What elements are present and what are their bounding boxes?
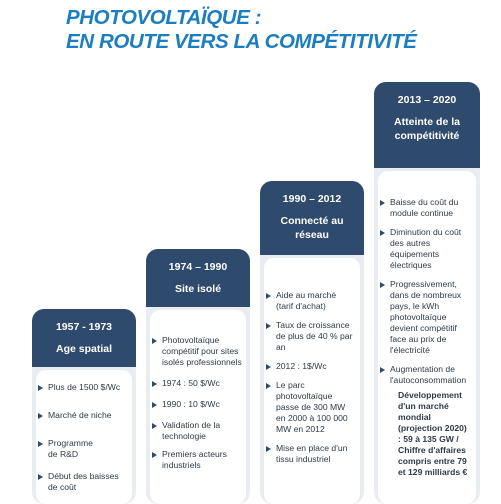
- list-item: Augmentation de l'autoconsommation: [378, 364, 476, 386]
- step-body: [150, 310, 246, 504]
- triangle-bullet-icon: [380, 282, 385, 288]
- title-line-2: EN ROUTE VERS LA COMPÉTITIVITÉ: [66, 30, 417, 53]
- step-body: [378, 171, 476, 504]
- step-header: [374, 82, 480, 168]
- triangle-bullet-icon: [152, 452, 157, 458]
- list-item: Aide au marché (tarif d'achat): [264, 290, 360, 312]
- step-name: Age spatial: [55, 343, 113, 355]
- list-item: Baisse du coût du module continue: [378, 197, 476, 219]
- step-header: [260, 181, 364, 255]
- step-name: Site isolé: [174, 283, 222, 295]
- step-name: Connecté au réseau: [280, 215, 344, 241]
- list-item: Plus de 1500 $/Wc: [36, 382, 132, 393]
- list-item: Diminution du coût des autres équipements électriques: [378, 227, 476, 271]
- step-site-isole: [146, 249, 250, 504]
- triangle-bullet-icon: [266, 383, 271, 389]
- page-title: [66, 6, 486, 54]
- triangle-bullet-icon: [266, 323, 271, 329]
- list-item: Progressivement, dans de nombreux pays, le kWh photovoltaïque devient compétitif face au prix de l'électricité: [378, 279, 476, 356]
- step-items: [36, 370, 132, 493]
- step-period: 1990 – 2012: [282, 193, 342, 205]
- step-header: [32, 309, 136, 367]
- triangle-bullet-icon: [266, 446, 271, 452]
- list-item: Le parc photovoltaïque passe de 300 MW en 2000 à 100 000 MW en 2012: [264, 380, 360, 435]
- triangle-bullet-icon: [380, 367, 385, 373]
- list-item: 1974 : 50 $/Wc: [150, 378, 246, 389]
- step-items: [150, 310, 246, 471]
- triangle-bullet-icon: [380, 200, 385, 206]
- triangle-bullet-icon: [380, 230, 385, 236]
- step-header: [146, 249, 250, 307]
- step-period: 1957 - 1973: [55, 321, 113, 333]
- triangle-bullet-icon: [152, 381, 157, 387]
- list-item: Taux de croissance de plus de 40 % par an: [264, 320, 360, 353]
- step-name: Atteinte de la compétitivité: [394, 116, 460, 142]
- triangle-bullet-icon: [266, 364, 271, 370]
- list-item: 1990 : 10 $/Wc: [150, 399, 246, 410]
- triangle-bullet-icon: [38, 413, 43, 419]
- step-connecte-au-reseau: [260, 181, 364, 504]
- list-item-projection: Développement d'un marché mondial (projection 2020) : 59 à 135 GW / Chiffre d'affaires compris entre 79 et 129 milliards €: [398, 390, 468, 477]
- triangle-bullet-icon: [38, 385, 43, 391]
- title-line-1: PHOTOVOLTAÏQUE :: [66, 6, 262, 29]
- list-item: Validation de la technologie: [150, 420, 246, 442]
- triangle-bullet-icon: [38, 441, 43, 447]
- list-item: 2012 : 1$/Wc: [264, 361, 360, 372]
- triangle-bullet-icon: [38, 474, 43, 480]
- list-item: Premiers acteurs industriels: [150, 449, 246, 471]
- list-item: Début des baisses de coût: [36, 471, 132, 493]
- step-age-spatial: [32, 309, 136, 504]
- step-atteinte-competitivite: [374, 82, 480, 504]
- step-body: [264, 258, 360, 504]
- list-item: Photovoltaïque compétitif pour sites isolés professionnels: [150, 335, 246, 368]
- list-item: Programme de R&D: [36, 438, 132, 460]
- triangle-bullet-icon: [266, 293, 271, 299]
- triangle-bullet-icon: [152, 402, 157, 408]
- list-item: Mise en place d'un tissu industriel: [264, 443, 360, 465]
- triangle-bullet-icon: [152, 423, 157, 429]
- step-items: [264, 258, 360, 465]
- triangle-bullet-icon: [152, 338, 157, 344]
- step-body: [36, 370, 132, 504]
- step-period: 2013 – 2020: [397, 94, 457, 106]
- list-item: Marché de niche: [36, 410, 132, 421]
- step-period: 1974 – 1990: [168, 261, 228, 273]
- step-items: [378, 171, 476, 478]
